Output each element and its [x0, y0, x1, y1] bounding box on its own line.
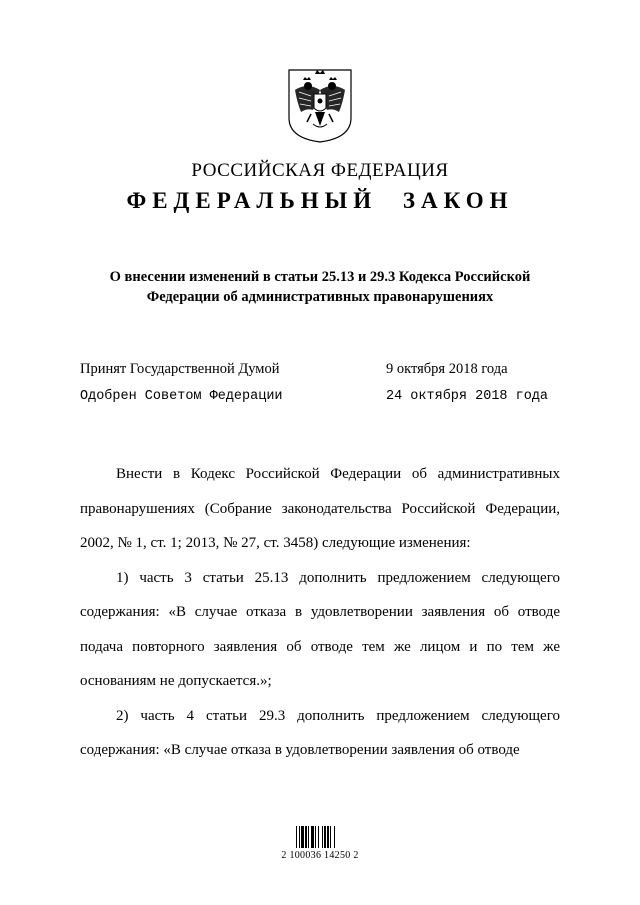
- body-paragraph-intro: Внести в Кодекс Российской Федерации об административных правонарушениях (Собрание законодательства Российской Федерации, 2002, № 1, ст. 1; 2013, № 27, ст. 3458) следующие изменения:: [80, 466, 560, 551]
- adoption-date: 9 октября 2018 года: [386, 361, 508, 377]
- coat-of-arms-icon: [287, 68, 353, 144]
- adoption-label: Принят Государственной Думой: [80, 361, 280, 377]
- barcode-icon: [295, 822, 353, 848]
- adoption-label: Одобрен Советом Федерации: [80, 389, 283, 404]
- body-paragraph-item-2: 2) часть 4 статьи 29.3 дополнить предложением следующего содержания: «В случае отказа в удовлетворении заявления об отводе: [80, 707, 560, 758]
- barcode-number: 2 100036 14250 2: [281, 850, 359, 861]
- law-body: [80, 457, 560, 768]
- law-title: О внесении изменений в статьи 25.13 и 29.3 Кодекса Российской Федерации об административных правонарушениях: [109, 269, 531, 305]
- country-name: РОССИЙСКАЯ ФЕДЕРАЦИЯ: [191, 160, 449, 181]
- adoption-date: 24 октября 2018 года: [386, 389, 549, 404]
- law-type-heading: ФЕДЕРАЛЬНЫЙ ЗАКОН: [126, 188, 514, 213]
- body-paragraph-item-1: 1) часть 3 статьи 25.13 дополнить предложением следующего содержания: «В случае отказа в удовлетворении заявления об отводе подача повторного заявления об отводе тем же лицом и по тем же основаниям не допускается.»;: [80, 569, 560, 689]
